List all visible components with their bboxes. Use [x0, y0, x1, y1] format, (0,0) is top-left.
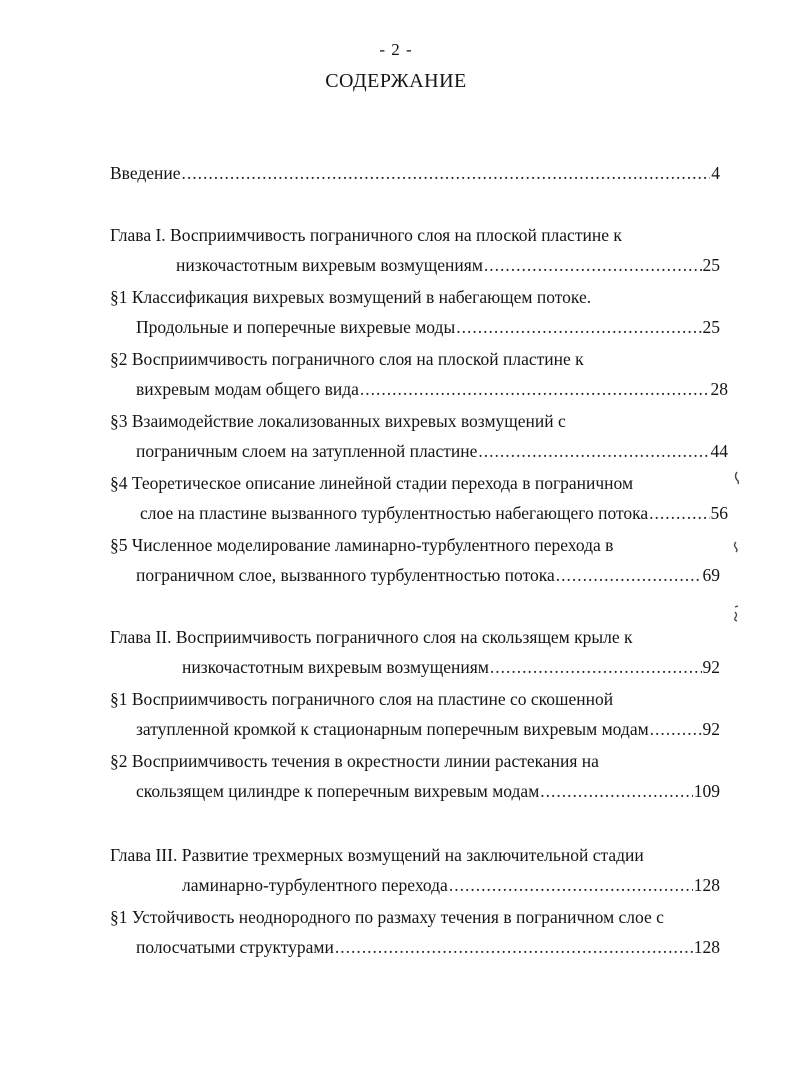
toc-ch1-section-3-heading[interactable]: §3 Взаимодействие локализованных вихревых возмущений с [110, 411, 566, 431]
toc-entry-text: затупленной кромкой к стационарным поперечным вихревым модам [136, 719, 649, 739]
dot-leader [360, 378, 710, 400]
toc-ch1-section-4[interactable] [140, 498, 728, 524]
toc-page-number: 44 [710, 441, 728, 461]
toc-chapter-1-heading[interactable]: Глава I. Восприимчивость пограничного слоя на плоской пластине к [110, 225, 622, 245]
dot-leader [540, 780, 692, 802]
toc-ch3-section-1[interactable] [136, 932, 720, 958]
toc-page-number: 25 [702, 255, 720, 275]
toc-entry-text: низкочастотным вихревым возмущениям [176, 255, 483, 275]
toc-entry-introduction[interactable] [110, 158, 720, 184]
page-title: СОДЕРЖАНИЕ [325, 70, 467, 92]
toc-entry-text: ламинарно-турбулентного перехода [182, 875, 448, 895]
toc-ch2-section-2-heading[interactable]: §2 Восприимчивость течения в окрестности линии растекания на [110, 751, 599, 771]
toc-entry-text: пограничном слое, вызванного турбулентностью потока [136, 565, 555, 585]
dot-leader [335, 936, 693, 958]
toc-ch3-section-1-heading[interactable]: §1 Устойчивость неоднородного по размаху течения в пограничном слое с [110, 907, 664, 927]
toc-chapter-1[interactable] [176, 250, 720, 276]
toc-page-number: 92 [702, 719, 720, 739]
toc-chapter-2[interactable] [182, 652, 720, 678]
dot-leader [484, 254, 702, 276]
toc-entry-text: слое на пластине вызванного турбулентностью набегающего потока [140, 503, 649, 523]
toc-ch1-section-4-heading[interactable]: §4 Теоретическое описание линейной стадии перехода в пограничном [110, 473, 634, 493]
toc-ch1-section-2-heading[interactable]: §2 Восприимчивость пограничного слоя на плоской пластине к [110, 349, 584, 369]
dot-leader [650, 718, 702, 740]
dot-leader [456, 316, 701, 338]
toc-chapter-3[interactable] [182, 870, 720, 896]
page-number: - 2 - [379, 40, 413, 59]
toc-ch1-section-1-heading[interactable]: §1 Классификация вихревых возмущений в набегающем потоке. [110, 287, 592, 307]
dot-leader [556, 564, 702, 586]
dot-leader [182, 162, 711, 184]
dot-leader [649, 502, 709, 524]
toc-page-number: 4 [711, 163, 720, 183]
toc-ch1-section-3[interactable] [136, 436, 728, 462]
toc-page-number: 25 [702, 317, 720, 337]
dot-leader [490, 656, 702, 678]
toc-page-number: 128 [693, 875, 720, 895]
dot-leader [449, 874, 693, 896]
toc-entry-text: низкочастотным вихревым возмущениям [182, 657, 489, 677]
toc-ch2-section-1-heading[interactable]: §1 Восприимчивость пограничного слоя на пластине со скошенной [110, 689, 614, 709]
toc-ch1-section-1[interactable] [136, 312, 720, 338]
toc-page-number: 56 [710, 503, 728, 523]
toc-entry-text: полосчатыми структурами [136, 937, 334, 957]
toc-entry-text: Введение [110, 163, 181, 183]
toc-page-number: 109 [693, 781, 720, 801]
scan-specks [728, 468, 748, 638]
toc-chapter-2-heading[interactable]: Глава II. Восприимчивость пограничного слоя на скользящем крыле к [110, 627, 633, 647]
toc-ch1-section-5-heading[interactable]: §5 Численное моделирование ламинарно-турбулентного перехода в [110, 535, 614, 555]
toc-chapter-3-heading[interactable]: Глава III. Развитие трехмерных возмущений на заключительной стадии [110, 845, 644, 865]
toc-entry-text: пограничным слоем на затупленной пластине [136, 441, 478, 461]
toc-ch1-section-2[interactable] [136, 374, 728, 400]
toc-page-number: 69 [702, 565, 720, 585]
toc-page-number: 92 [702, 657, 720, 677]
toc-page-number: 128 [693, 937, 720, 957]
toc-entry-text: скользящем цилиндре к поперечным вихревым модам [136, 781, 540, 801]
toc-entry-text: вихревым модам общего вида [136, 379, 359, 399]
toc-ch1-section-5[interactable] [136, 560, 720, 586]
toc-ch2-section-1[interactable] [136, 714, 720, 740]
toc-ch2-section-2[interactable] [136, 776, 720, 802]
toc-entry-text: Продольные и поперечные вихревые моды [136, 317, 456, 337]
dot-leader [478, 440, 709, 462]
toc-page-number: 28 [710, 379, 728, 399]
